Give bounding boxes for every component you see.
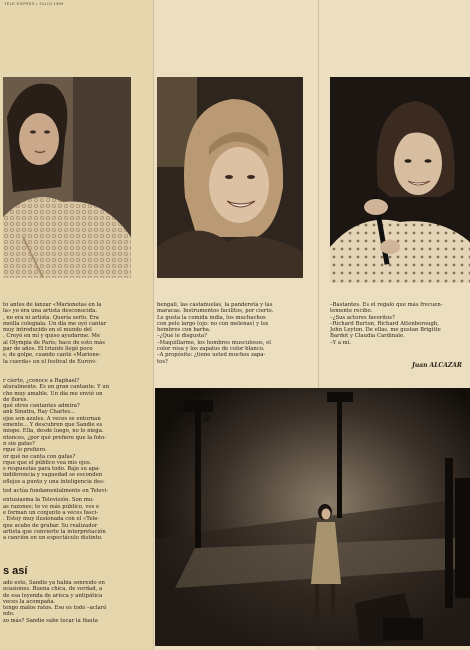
text-line: –A propósito: ¿tiene usted muchos zapa- — [157, 352, 266, 359]
text-line: –Maquillarme, los hombres musculosos, el — [157, 339, 271, 346]
text-line: rque que el público vea mis ojos. — [3, 459, 92, 466]
text-line: –¿Qué le disgusta? — [157, 333, 208, 340]
left-column-mid-text — [3, 378, 133, 563]
text-line: or qué no canta con gafas? — [3, 453, 76, 460]
text-line: aturalmente. Es un gran cantante. Y un — [3, 384, 110, 391]
text-line: con pelo largo (ojo: no con melenas) y los — [157, 320, 269, 327]
text-line: hombres con barba. — [157, 327, 211, 334]
text-line: ado esto, Sandie ya había sonreído en — [3, 580, 105, 586]
photo-portrait-microphone — [330, 77, 470, 283]
text-line: la» yo era una artista desconocida. — [3, 308, 97, 315]
text-line: tengo malos ratos. Eso es todo –aclaró — [3, 605, 107, 612]
text-line: miope. Ella, desde luego, no lo niega. — [3, 428, 104, 435]
text-line: indiferencia y vaguedad se esconden — [3, 472, 103, 479]
photo-portrait-smiling — [157, 77, 303, 278]
text-line: artista que convierte la interpretación — [3, 528, 106, 535]
text-line: la cuerda» en el festival de Eurovi- — [3, 358, 97, 365]
text-line: r cierto, ¿conoce a Raphael? — [3, 378, 80, 384]
page-folio: TELE EXPRES • JULIO 1969 — [4, 1, 64, 6]
left-column-top-text — [3, 302, 133, 370]
middle-column-text — [157, 302, 307, 370]
text-line: tos? — [157, 358, 168, 365]
text-line: to antes de lanzar «Marionetas en la — [3, 302, 102, 308]
portrait-lace-dress-image — [3, 77, 131, 278]
text-line: Bardot y Claudia Cardinale. — [330, 333, 405, 340]
text-line: ntonces, ¿por qué prefiere que la foto- — [3, 434, 107, 441]
text-line: meilla colegiala. Un día me oyó cantar — [3, 320, 107, 327]
text-line: qué otros cantantes admira? — [3, 403, 80, 410]
left-column-bottom-text — [3, 580, 133, 646]
author-signature: Juan ALCAZAR — [412, 362, 462, 369]
text-line: cho muy amable. Un día me envió un — [3, 390, 103, 397]
text-line: color rosa y los zapatos de color blanco. — [157, 346, 265, 353]
text-line: s respuestas para todo. Bajo su apa- — [3, 466, 101, 473]
text-line: ank Sinatra, Ray Charles... — [3, 409, 76, 416]
text-line: de flores. — [3, 396, 28, 403]
text-line: bengali, las castañuelas, la pandereta y las — [157, 302, 273, 308]
section-heading: s así — [3, 565, 28, 577]
text-line: a canción en un espectáculo distinto. — [3, 535, 103, 542]
text-line: eflejos a punto y una inteligencia des- — [3, 478, 105, 485]
text-line: Le gusta la comida india, los muchachos — [157, 314, 266, 321]
text-line: n sin gafas? — [3, 440, 35, 447]
text-line: ojos son azules. A veces se entornan — [3, 415, 101, 422]
text-line: al Olympia de París; hace de esto más — [3, 339, 105, 346]
text-line: , no era ni artista. Quería serlo. Era — [3, 314, 99, 321]
text-line: –Y a mí. — [330, 339, 352, 346]
text-line: . Estoy muy ilusionada con el «Tele- — [3, 516, 100, 523]
text-line: que acabo de grabar. Su realizador — [3, 522, 98, 529]
text-line: ted actúa fundamentalmente en Televi- — [3, 488, 109, 495]
text-line: entusiasma la Televisión. Son mu- — [3, 497, 95, 504]
text-line: ocasiones. Buena chica, de verdad, a — [3, 586, 103, 593]
text-line: zo más? Sandie sabe tocar la flauta — [3, 617, 98, 624]
portrait-microphone-image — [330, 77, 470, 283]
column-gutter — [153, 0, 154, 650]
text-line: muy introducido en el mundo del — [3, 327, 92, 334]
text-line: de esa leyenda de ariscа y antipática — [3, 592, 103, 599]
text-line: as razones: te ve más público, vos e — [3, 503, 100, 510]
text-line: –Richard Burton, Richard Attenborough, — [330, 320, 439, 327]
text-line: maracas. Instrumentos facilitos, por cierto. — [157, 308, 274, 315]
text-line: s, de golpe, cuando canté «Marione- — [3, 352, 101, 359]
text-line: emente... Y descubren que Sandie es — [3, 422, 103, 429]
text-line: e forman un conjunto a veces fasci- — [3, 509, 99, 516]
text-line: par de años. El triunfo llegó poco — [3, 346, 93, 353]
text-line: temente recibo. — [330, 308, 373, 315]
photo-portrait-lace-dress — [3, 77, 131, 278]
text-line: ndo. — [3, 611, 15, 618]
text-line: –¿Sus actores favoritos? — [330, 314, 395, 321]
text-line: John Leyton. De ellas, me gustan Brigitte — [330, 327, 441, 334]
right-column-text — [330, 302, 467, 354]
text-line: . Creyó en mí y quiso ayudarme. Me — [3, 333, 101, 340]
stage-scene-image — [155, 388, 470, 646]
portrait-smiling-image — [157, 77, 303, 278]
text-line: –Bastantes. Es el regalo que más frecuen- — [330, 302, 443, 308]
text-line: rque lo prefiero. — [3, 447, 47, 454]
text-line: veces la acompaña. — [3, 598, 56, 605]
photo-stage-scene — [155, 388, 470, 646]
